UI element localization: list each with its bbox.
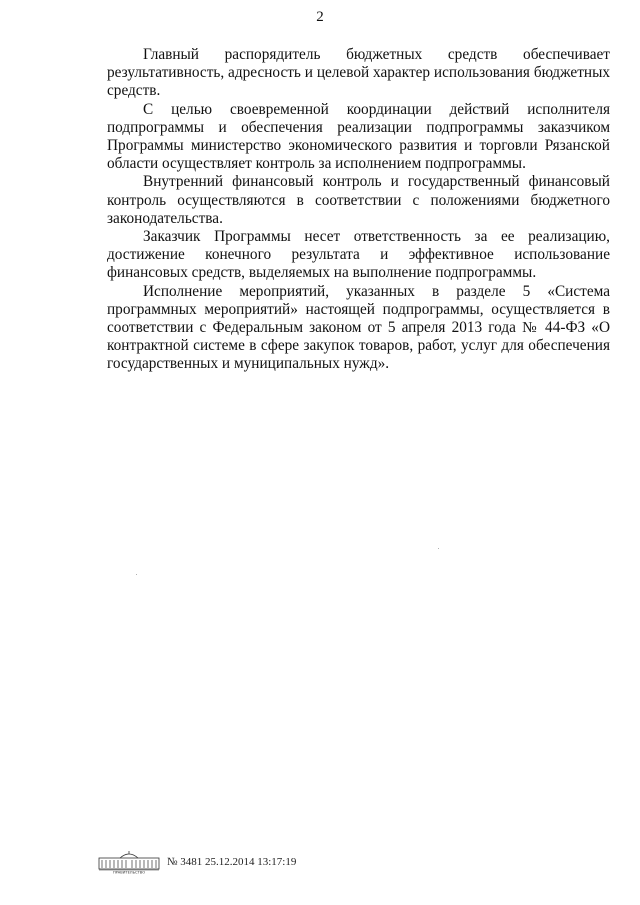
paragraph-customer-responsibility: Заказчик Программы несет ответственность за ее реализацию, достижение конечного результата и эффективное использование финансовых средств, выделяемых на выполнение подпрограммы. <box>107 228 610 282</box>
page-number: 2 <box>316 9 324 25</box>
paragraph-budget-manager: Главный распорядитель бюджетных средств обеспечивает результативность, адресность и целевой характер использования бюджетных средств. <box>107 46 610 100</box>
scan-speck <box>136 574 137 575</box>
paragraph-coordination: С целью своевременной координации действий исполнителя подпрограммы и обеспечения реализации подпрограммы заказчиком Программы министерство экономического развития и торговли Рязанской области осуществляет контроль за исполнением подпрограммы. <box>107 100 610 173</box>
registration-stamp: № 3481 25.12.2014 13:17:19 <box>167 856 297 868</box>
logo-caption: ПРАВИТЕЛЬСТВО <box>112 870 146 874</box>
paragraph-procurement-law: Исполнение мероприятий, указанных в разделе 5 «Система программных мероприятий» настоящей подпрограммы, осуществляется в соответствии с Федеральным законом от 5 апреля 2013 года № 44-ФЗ «О контрактной системе в сфере закупок товаров, работ, услуг для обеспечения государственных и муниципальных нужд». <box>107 282 610 373</box>
government-building-logo-icon <box>98 850 160 874</box>
paragraph-financial-control: Внутренний финансовый контроль и государственный финансовый контроль осуществляются в соответствии с положениями бюджетного законодательства. <box>107 173 610 227</box>
document-body <box>107 46 610 374</box>
scan-speck <box>438 548 439 549</box>
document-footer <box>98 850 296 874</box>
